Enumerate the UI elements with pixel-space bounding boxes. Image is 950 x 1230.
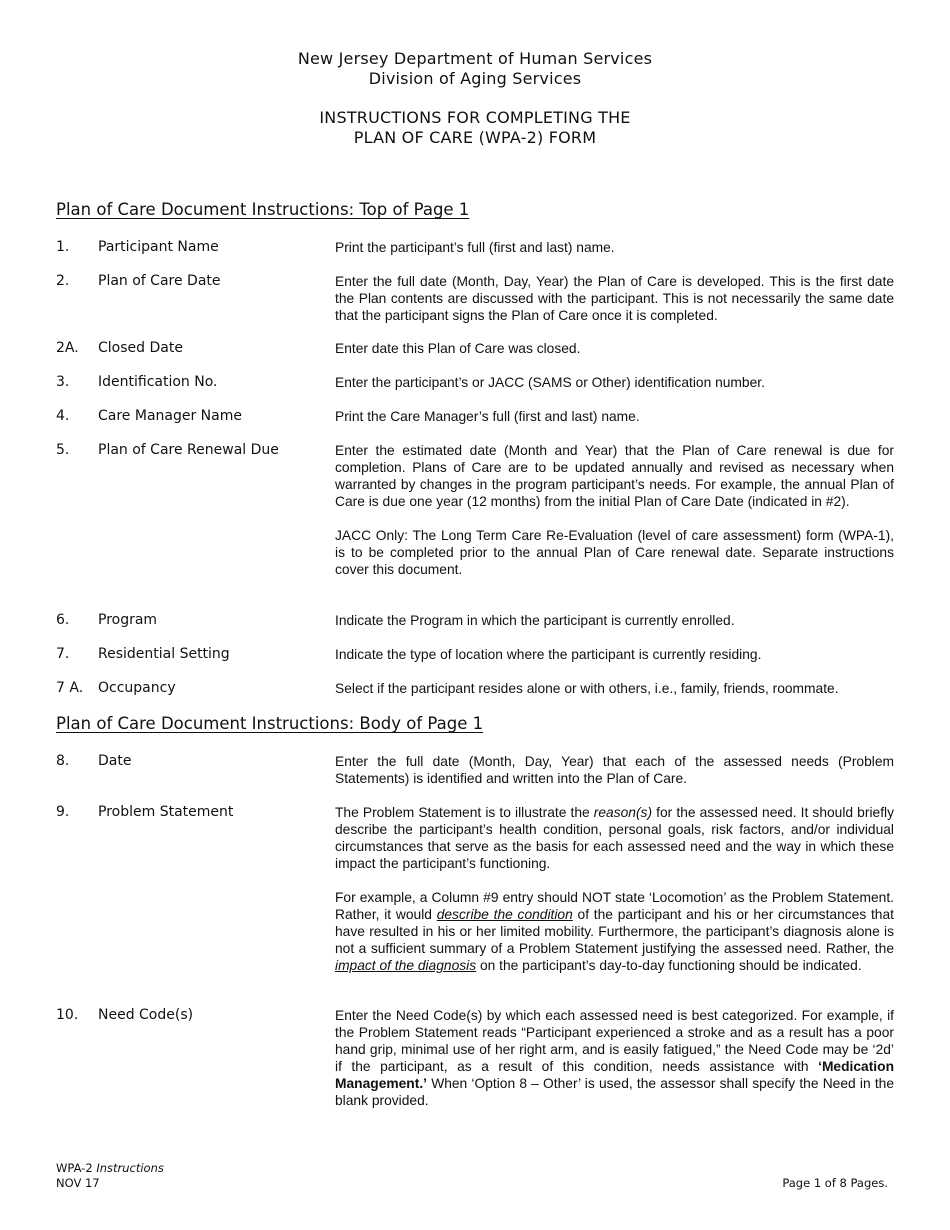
item-description: Enter the participant’s or JACC (SAMS or Other) identification number. <box>335 375 765 390</box>
item-label: Problem Statement <box>98 804 234 820</box>
item-number: 2. <box>56 273 70 289</box>
emphasis-text: reason(s) <box>593 805 653 820</box>
item-number: 7. <box>56 646 70 662</box>
item-label: Need Code(s) <box>98 1007 194 1023</box>
item-label: Residential Setting <box>98 646 230 662</box>
title-line-2: PLAN OF CARE (WPA-2) FORM <box>353 128 597 147</box>
section-title-body: Plan of Care Document Instructions: Body of Page 1 <box>56 714 484 733</box>
item-description: Select if the participant resides alone or with others, i.e., family, friends, roommate. <box>335 681 839 696</box>
title-line-1: INSTRUCTIONS FOR COMPLETING THE <box>319 108 631 127</box>
description-paragraph: The Problem Statement is to illustrate the reason(s) for the assessed need. It should briefly describe the participant’s health condition, personal goals, risk factors, and/or individual circumstances that serve as the basis for each assessed need and the way in which these impact the participant’s functioning. <box>335 805 894 871</box>
item-description: Indicate the Program in which the participant is currently enrolled. <box>335 613 735 628</box>
document-title <box>0 108 950 148</box>
item-description <box>335 1007 894 1109</box>
item-number: 7 A. <box>56 680 84 696</box>
item-number: 6. <box>56 612 70 628</box>
item-label: Program <box>98 612 158 628</box>
item-label: Identification No. <box>98 374 218 390</box>
form-code: WPA-2 Instructions <box>56 1161 164 1175</box>
emphasis-text: impact of the diagnosis <box>335 958 477 973</box>
item-label: Occupancy <box>98 680 176 696</box>
item-label: Closed Date <box>98 340 183 356</box>
strong-text: ‘Medication Management.’ <box>335 1059 894 1091</box>
item-number: 5. <box>56 442 70 458</box>
description-paragraph: Enter the estimated date (Month and Year) that the Plan of Care renewal is due for completion. Plans of Care are to be updated annually and revised as necessary when warranted by changes in the program participant’s needs. For example, the annual Plan of Care is due one year (12 months) from the initial Plan of Care Date (indicated in #2). <box>335 443 894 509</box>
footer-left <box>56 1161 164 1191</box>
description-paragraph: Enter the Need Code(s) by which each assessed need is best categorized. For example, if the Problem Statement reads “Participant experienced a stroke and as a result has a poor hand grip, minimal use of her right arm, and is easily fatigued,” the Need Code may be ‘2d’ if the participant, as a result of this condition, needs assistance with ‘Medication Management.’ When ‘Option 8 – Other’ is used, the assessor shall specify the Need in the blank provided. <box>335 1008 894 1108</box>
item-label: Date <box>98 753 132 769</box>
item-number: 9. <box>56 804 70 820</box>
department-name: New Jersey Department of Human Services <box>297 49 653 68</box>
item-label: Participant Name <box>98 239 219 255</box>
item-description: Enter the full date (Month, Day, Year) that each of the assessed needs (Problem Statements) is identified and written into the Plan of Care. <box>335 754 894 786</box>
item-number: 2A. <box>56 340 79 356</box>
item-label: Care Manager Name <box>98 408 242 424</box>
page-header <box>0 49 950 89</box>
item-number: 8. <box>56 753 70 769</box>
item-description: Print the Care Manager’s full (first and last) name. <box>335 409 640 424</box>
item-description: Indicate the type of location where the participant is currently residing. <box>335 647 762 662</box>
item-number: 10. <box>56 1007 79 1023</box>
item-description <box>335 442 894 578</box>
item-description: Enter date this Plan of Care was closed. <box>335 341 581 356</box>
division-name: Division of Aging Services <box>368 69 582 88</box>
example-paragraph: For example, a Column #9 entry should NOT state ‘Locomotion’ as the Problem Statement. Rather, it would describe the condition of the participant and his or her circumstances that have resulted in his or her limited mobility. Furthermore, the participant’s diagnosis alone is not a sufficient summary of a Problem Statement justifying the assessed need. Rather, the impact of the diagnosis on the participant’s day-to-day functioning should be indicated. <box>335 890 894 973</box>
item-description <box>335 804 894 974</box>
page-number: Page 1 of 8 Pages. <box>782 1176 888 1190</box>
emphasis-text: describe the condition <box>436 907 573 922</box>
item-number: 3. <box>56 374 70 390</box>
item-number: 1. <box>56 239 70 255</box>
section-title-top: Plan of Care Document Instructions: Top of Page 1 <box>56 200 470 219</box>
jacc-note: JACC Only: The Long Term Care Re-Evaluation (level of care assessment) form (WPA-1), is to be completed prior to the annual Plan of Care renewal date. Separate instructions cover this document. <box>335 528 894 577</box>
item-label: Plan of Care Renewal Due <box>98 442 279 458</box>
item-description: Enter the full date (Month, Day, Year) the Plan of Care is developed. This is the first date the Plan contents are discussed with the participant. This is not necessarily the same date that the participant signs the Plan of Care once it is completed. <box>335 274 894 323</box>
item-description: Print the participant’s full (first and last) name. <box>335 240 615 255</box>
item-label: Plan of Care Date <box>98 273 221 289</box>
revision-date: NOV 17 <box>56 1176 100 1190</box>
item-number: 4. <box>56 408 70 424</box>
